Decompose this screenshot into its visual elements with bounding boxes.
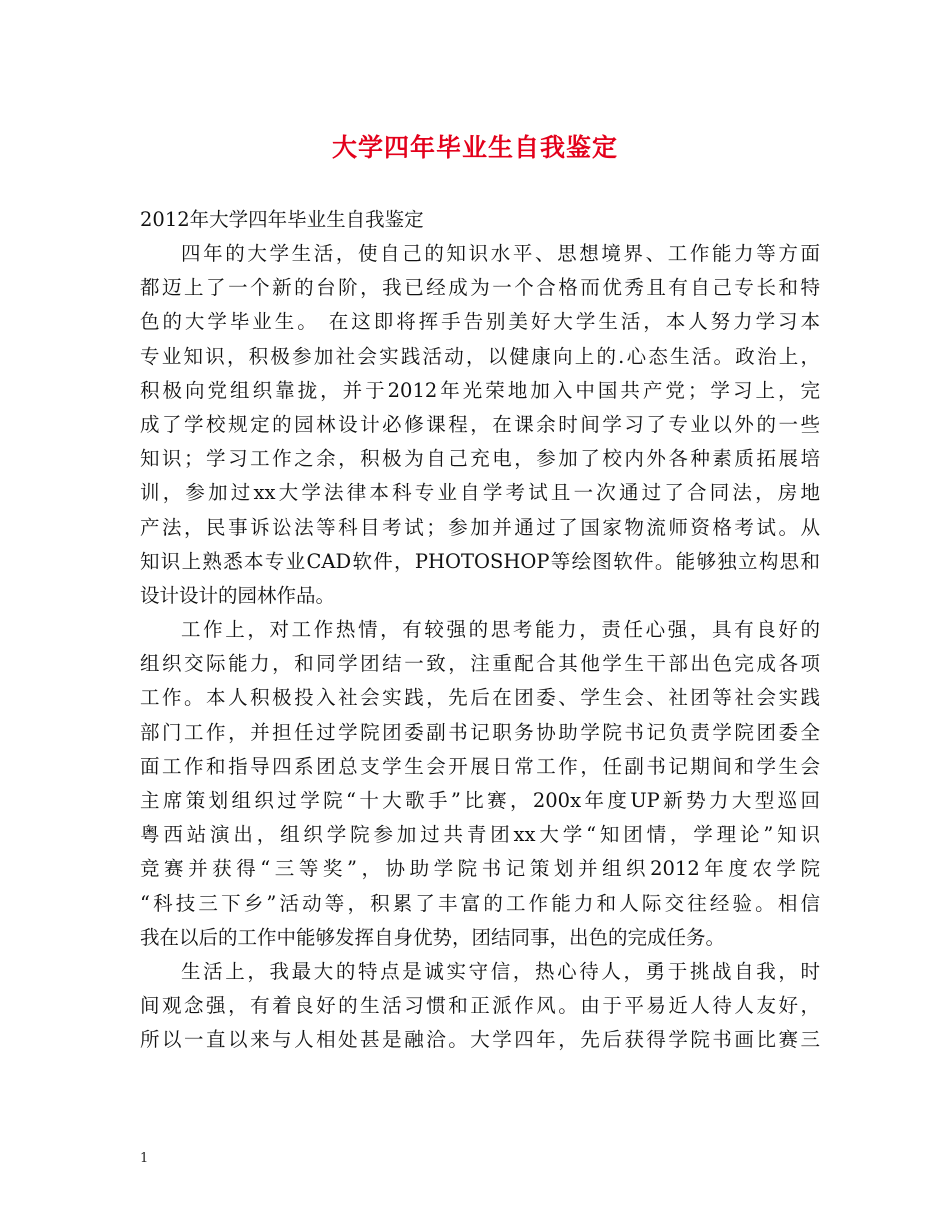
page-number: 1 <box>140 1151 149 1166</box>
document-title: 大学四年毕业生自我鉴定 <box>331 133 618 162</box>
body-line: 竞赛并获得“三等奖”，协助学院书记策划并组织2012年度农学院 <box>140 857 820 881</box>
body-line: 间观念强，有着良好的生活习惯和正派作风。由于平易近人待人友好， <box>140 994 820 1018</box>
body-line: 训，参加过xx大学法律本科专业自学考试且一次通过了合同法，房地 <box>140 481 820 505</box>
body-line: 生活上，我最大的特点是诚实守信，热心待人，勇于挑战自我，时 <box>181 959 820 983</box>
body-line: 设计设计的园林作品。 <box>140 583 336 607</box>
body-line: 四年的大学生活，使自己的知识水平、思想境界、工作能力等方面 <box>181 242 820 265</box>
body-line: 知识上熟悉本专业CAD软件，PHOTOSHOP等绘图软件。能够独立构思和 <box>140 549 820 573</box>
body-line: 产法，民事诉讼法等科目考试；参加并通过了国家物流师资格考试。从 <box>140 515 820 539</box>
body-line: 工作。本人积极投入社会实践，先后在团委、学生会、社团等社会实践 <box>140 686 820 710</box>
body-line: 面工作和指导四系团总支学生会开展日常工作，任副书记期间和学生会 <box>140 754 820 778</box>
body-line: 所以一直以来与人相处甚是融洽。大学四年，先后获得学院书画比赛三 <box>140 1028 820 1052</box>
body-line: 都迈上了一个新的台阶，我已经成为一个合格而优秀且有自己专长和特 <box>140 276 820 300</box>
body-line: 粤西站演出，组织学院参加过共青团xx大学“知团情，学理论”知识 <box>140 823 820 847</box>
body-line: 我在以后的工作中能够发挥自身优势，团结同事，出色的完成任务。 <box>140 925 726 949</box>
body-line: 成了学校规定的园林设计必修课程，在课余时间学习了专业以外的一些 <box>140 412 820 436</box>
body-line: 专业知识，积极参加社会实践活动，以健康向上的.心态生活。政治上， <box>140 344 820 368</box>
body-line: 知识；学习工作之余，积极为自己充电，参加了校内外各种素质拓展培 <box>140 447 820 471</box>
body-line: “科技三下乡”活动等，积累了丰富的工作能力和人际交往经验。相信 <box>140 891 820 915</box>
body-line: 积极向党组织靠拢，并于2012年光荣地加入中国共产党；学习上，完 <box>140 378 820 402</box>
document-body <box>140 237 820 1058</box>
body-line: 组织交际能力，和同学团结一致，注重配合其他学生干部出色完成各项 <box>140 652 820 676</box>
document-subtitle: 2012年大学四年毕业生自我鉴定 <box>140 208 424 231</box>
body-line: 工作上，对工作热情，有较强的思考能力，责任心强，具有良好的 <box>181 618 820 642</box>
body-line: 部门工作，并担任过学院团委副书记职务协助学院书记负责学院团委全 <box>140 720 820 744</box>
body-line: 主席策划组织过学院“十大歌手”比赛，200x年度UP新势力大型巡回 <box>140 789 820 812</box>
body-line: 色的大学毕业生。 在这即将挥手告别美好大学生活，本人努力学习本 <box>140 310 820 334</box>
